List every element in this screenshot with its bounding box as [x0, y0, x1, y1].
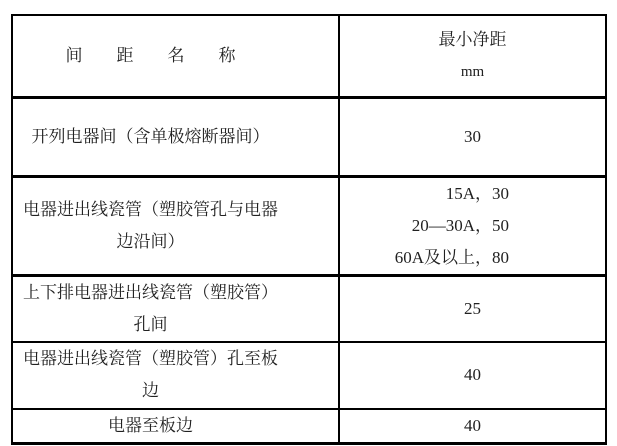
header-name-label: 间 距 名 称 — [65, 45, 236, 65]
row-name-text-line: 电器进出线瓷管（塑胶管孔与电器 — [23, 199, 278, 219]
row-name-text-line: 孔间 — [133, 314, 168, 334]
table-row — [12, 409, 606, 444]
row-name-cell — [12, 342, 339, 409]
header-value-cell — [339, 15, 606, 97]
row-value-text: 40 — [464, 365, 481, 384]
row-value-cell — [339, 275, 606, 342]
table-row — [12, 176, 606, 275]
row-name-text-line: 边沿间） — [116, 231, 185, 251]
table-row — [12, 275, 606, 342]
spacing-spec-table — [11, 14, 607, 445]
header-value-unit: mm — [460, 63, 485, 80]
row-value-text-line: 20—30A，50 — [411, 215, 509, 235]
table-row — [12, 342, 606, 409]
row-name-cell — [12, 275, 339, 342]
row-name-text: 开列电器间（含单极熔断器间） — [31, 126, 270, 146]
row-value-text: 40 — [464, 415, 481, 435]
row-value-cell — [339, 409, 606, 444]
row-name-cell — [12, 409, 339, 444]
row-name-text-line: 电器进出线瓷管（塑胶管）孔至板 — [23, 349, 278, 368]
row-value-cell — [339, 342, 606, 409]
row-name-cell — [12, 176, 339, 275]
header-name-cell — [12, 15, 339, 97]
row-value-text-line: 15A，30 — [445, 183, 509, 203]
row-value-cell — [339, 176, 606, 275]
row-name-text-line: 上下排电器进出线瓷管（塑胶管） — [23, 282, 278, 302]
row-value-cell — [339, 97, 606, 176]
row-name-cell — [12, 97, 339, 176]
row-value-text: 30 — [464, 126, 481, 146]
row-value-text-line: 60A及以上，80 — [394, 247, 509, 267]
table-row — [12, 97, 606, 176]
row-name-text: 电器至板边 — [108, 415, 193, 435]
row-value-text: 25 — [464, 298, 481, 318]
table-header-row — [12, 15, 606, 97]
row-name-text-line: 边 — [142, 381, 159, 400]
header-value-title: 最小净距 — [438, 29, 507, 49]
